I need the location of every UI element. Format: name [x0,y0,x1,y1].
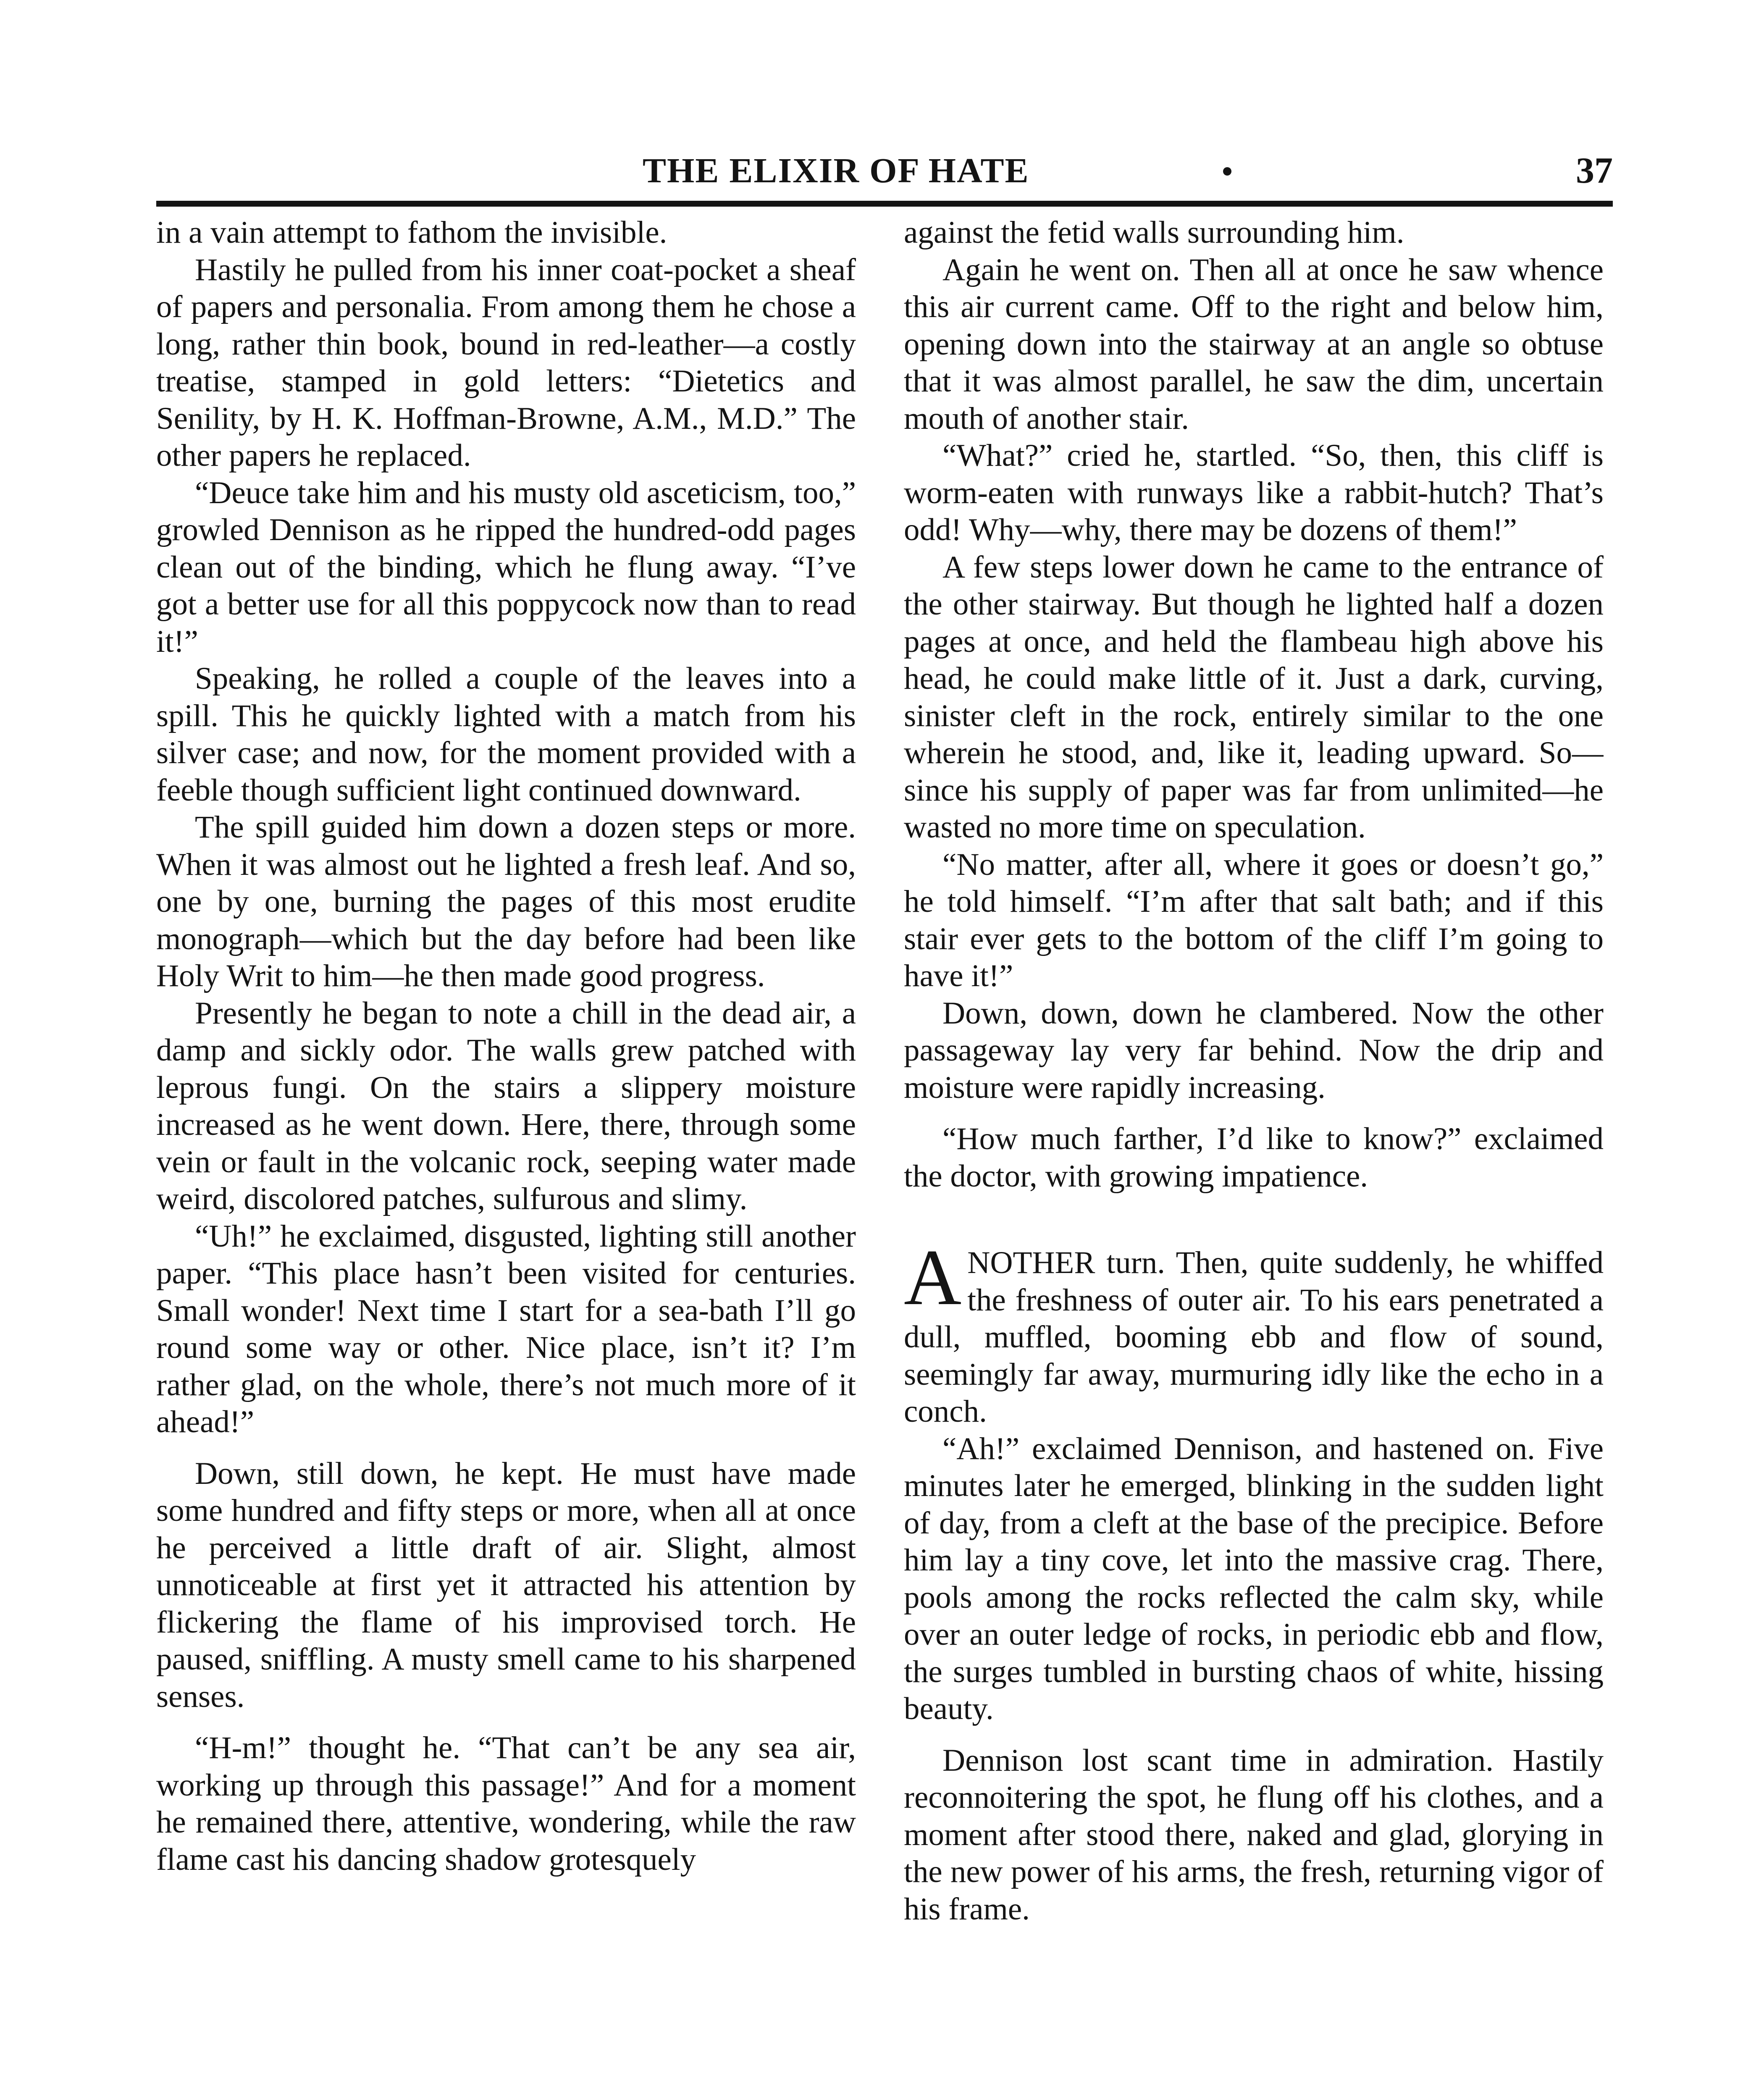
paragraph: “Deuce take him and his musty old asceticism, too,” growled Dennison as he ripped the hundred-odd pages clean out of the binding, which he flung away. “I’ve got a better use for all this poppycock now than to read it!” [156,475,856,659]
header-bullet-icon [1223,167,1231,176]
page-header [156,148,1613,198]
paragraph: “No matter, after all, where it goes or doesn’t go,” he told himself. “I’m after that salt bath; and if this stair ever gets to the bottom of the cliff I’m going to have it!” [904,847,1604,993]
paragraph: Hastily he pulled from his inner coat-pocket a sheaf of papers and personalia. From among them he chose a long, rather thin book, bound in red-leather—a costly treatise, stamped in gold letters: “Dietetics and Senility, by H. K. Hoffman-Browne, A.M., M.D.” The other papers he replaced. [156,252,856,473]
running-title: THE ELIXIR OF HATE [643,151,1029,190]
section-opening-text: NOTHER turn. Then, quite suddenly, he whiffed the freshness of outer air. To his ears penetrated a dull, muffled, booming ebb and flow of sound, seemingly far away, murmuring idly like the echo in a conch. [904,1245,1604,1429]
paragraph: Again he went on. Then all at once he saw whence this air current came. Off to the right and below him, opening down into the stairway at an angle so obtuse that it was almost parallel, he saw the dim, uncertain mouth of another stair. [904,252,1604,436]
paragraph: Presently he began to note a chill in the dead air, a damp and sickly odor. The walls grew patched with leprous fungi. On the stairs a slippery moisture increased as he went down. Here, there, through some vein or fault in the volcanic rock, seeping water made weird, discolored patches, sulfurous and slimy. [156,995,856,1216]
left-column [156,214,856,2100]
paragraph: “Uh!” he exclaimed, disgusted, lighting still another paper. “This place hasn’t been visited for centuries. Small wonder! Next time I start for a sea-bath I’ll go round some way or other. Nice place, isn’t it? I’m rather glad, on the whole, there’s not much more of it ahead!” [156,1218,856,1439]
paragraph: against the fetid walls surrounding him. [904,215,1404,250]
paragraph: “What?” cried he, startled. “So, then, this cliff is worm-eaten with runways like a rabbit-hutch? That’s odd! Why—why, there may be dozens of them!” [904,438,1604,547]
paragraph: The spill guided him down a dozen steps or more. When it was almost out he lighted a fresh leaf. And so, one by one, burning the pages of this most erudite monograph—which but the day before had been like Holy Writ to him—he then made good progress. [156,810,856,993]
paragraph: in a vain attempt to fathom the invisible. [156,215,667,250]
paragraph: “Ah!” exclaimed Dennison, and hastened on. Five minutes later he emerged, blinking in the sudden light of day, from a cleft at the base of the precipice. Before him lay a tiny cove, let into the massive crag. There, pools among the rocks reflected the calm sky, while over an outer ledge of rocks, in periodic ebb and flow, the surges tumbled in bursting chaos of white, hissing beauty. [904,1431,1604,1726]
paragraph: Down, down, down he clambered. Now the other passageway lay very far behind. Now the drip and moisture were rapidly increasing. [904,995,1604,1105]
section-opening-paragraph [904,1234,1604,1431]
header-rule [156,201,1613,207]
drop-cap: A [904,1234,962,1322]
paragraph: “How much farther, I’d like to know?” exclaimed the doctor, with growing impatience. [904,1121,1604,1194]
paragraph: A few steps lower down he came to the entrance of the other stairway. But though he lighted half a dozen pages at once, and held the flambeau high above his head, he could make little of it. Just a dark, curving, sinister cleft in the rock, entirely similar to the one wherein he stood, and, like it, leading upward. So—since his supply of paper was far from unlimited—he wasted no more time on speculation. [904,549,1604,845]
page-number: 37 [1576,150,1613,191]
paragraph: Speaking, he rolled a couple of the leaves into a spill. This he quickly lighted with a match from his silver case; and now, for the moment provided with a feeble though sufficient light continued downward. [156,661,856,808]
paragraph: Dennison lost scant time in admiration. Hastily reconnoitering the spot, he flung off his clothes, and a moment after stood there, naked and glad, glorying in the new power of his arms, the fresh, returning vigor of his frame. [904,1743,1604,1927]
paragraph: “H-m!” thought he. “That can’t be any sea air, working up through this passage!” And for a moment he remained there, attentive, wondering, while the raw flame cast his dancing shadow grotesquely [156,1730,856,1877]
paragraph: Down, still down, he kept. He must have made some hundred and fifty steps or more, when all at once he perceived a little draft of air. Slight, almost unnoticeable at first yet it attracted his attention by flickering the flame of his improvised torch. He paused, sniffling. A musty smell came to his sharpened senses. [156,1456,856,1714]
right-column [904,214,1604,2100]
